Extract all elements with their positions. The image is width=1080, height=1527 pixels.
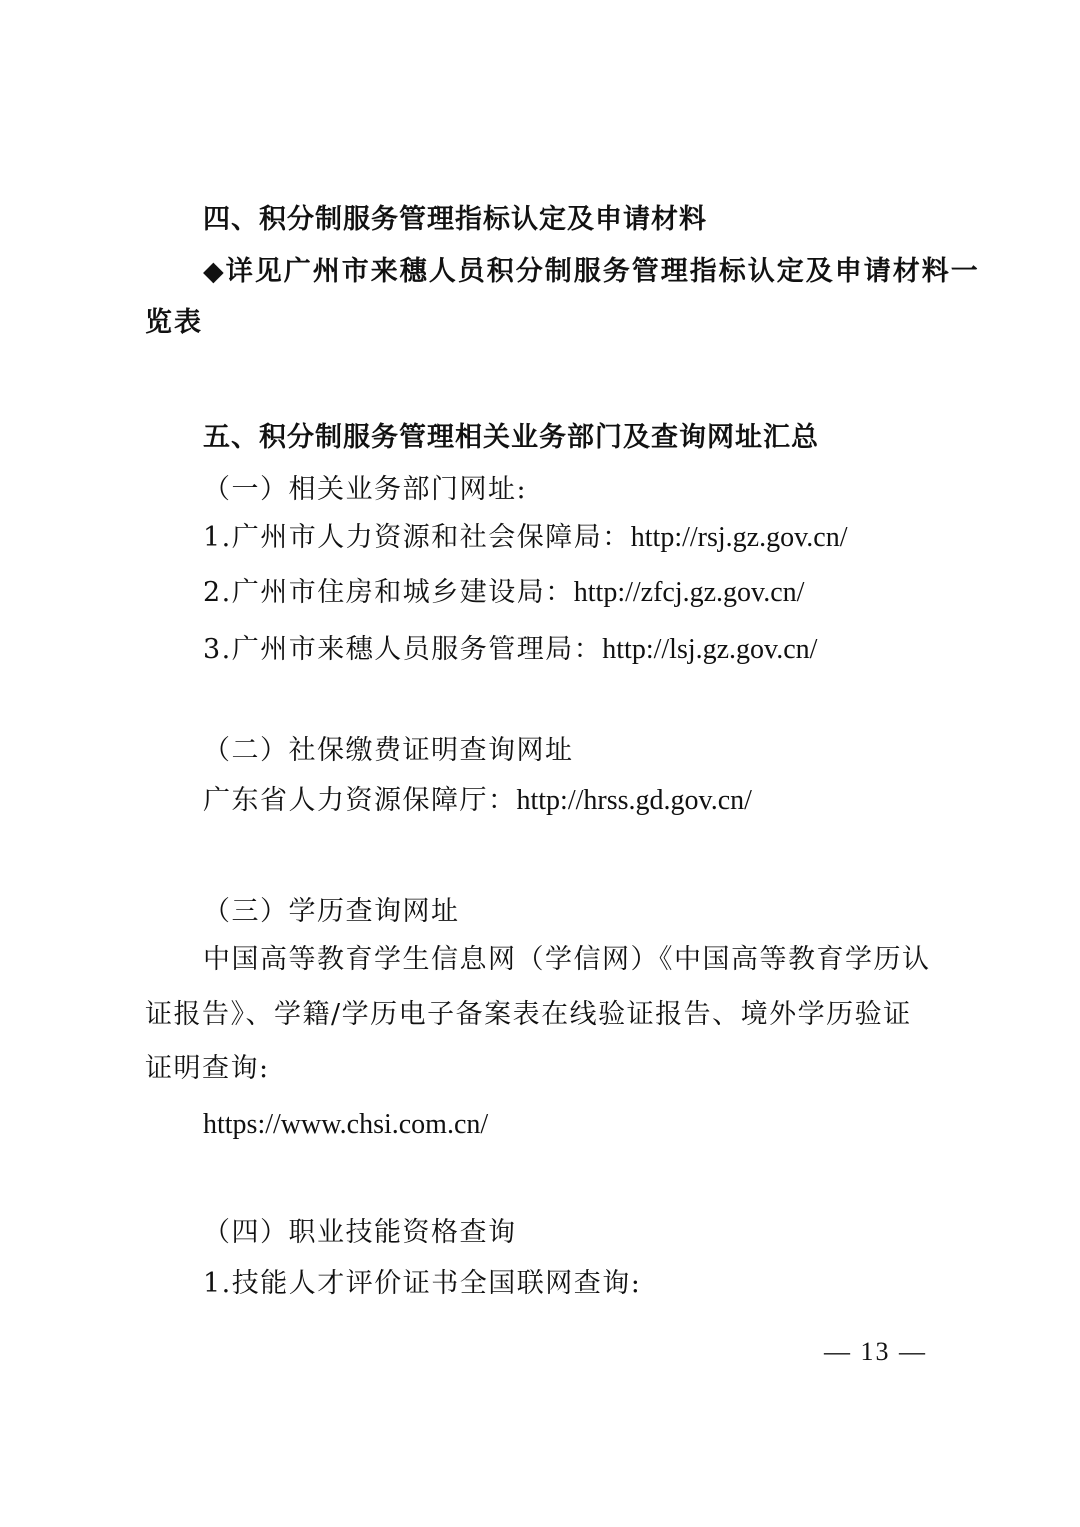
subsection-1-title: （一）相关业务部门网址: xyxy=(203,474,528,505)
department-item-1 xyxy=(203,521,847,555)
social-security-url-link[interactable]: http://hrss.gd.gov.cn/ xyxy=(516,785,752,816)
section-5-heading: 五、积分制服务管理相关业务部门及查询网址汇总 xyxy=(203,422,819,453)
department-url-link[interactable]: http://lsj.gz.gov.cn/ xyxy=(602,634,818,665)
section-4-bullet-line-1: ◆详见广州市来穗人员积分制服务管理指标认定及申请材料一 xyxy=(203,256,980,287)
social-security-label: 广东省人力资源保障厅： xyxy=(203,785,517,816)
page-number: — 13 — xyxy=(824,1337,927,1366)
subsection-4-title: （四）职业技能资格查询 xyxy=(203,1217,517,1248)
skills-item-1: 1.技能人才评价证书全国联网查询: xyxy=(203,1268,642,1299)
department-url-link[interactable]: http://rsj.gz.gov.cn/ xyxy=(630,522,848,553)
education-text-line-1: 中国高等教育学生信息网（学信网）《中国高等教育学历认 xyxy=(203,944,931,975)
section-4-bullet-line-2: 览表 xyxy=(145,307,203,338)
department-label: 3.广州市来穗人员服务管理局： xyxy=(203,634,603,665)
education-text-line-2: 证报告》、学籍/学历电子备案表在线验证报告、境外学历验证 xyxy=(145,999,912,1030)
education-url-link[interactable]: https://www.chsi.com.cn/ xyxy=(203,1109,489,1140)
section-4-heading: 四、积分制服务管理指标认定及申请材料 xyxy=(203,204,707,235)
subsection-3-title: （三）学历查询网址 xyxy=(203,896,460,927)
department-url-link[interactable]: http://zfcj.gz.gov.cn/ xyxy=(573,577,805,608)
department-label: 2.广州市住房和城乡建设局： xyxy=(203,577,574,608)
department-item-2 xyxy=(203,576,804,610)
department-label: 1.广州市人力资源和社会保障局： xyxy=(203,522,631,553)
social-security-item xyxy=(203,784,752,818)
education-text-line-3: 证明查询: xyxy=(145,1053,270,1084)
department-item-3 xyxy=(203,633,817,667)
subsection-2-title: （二）社保缴费证明查询网址 xyxy=(203,735,574,766)
